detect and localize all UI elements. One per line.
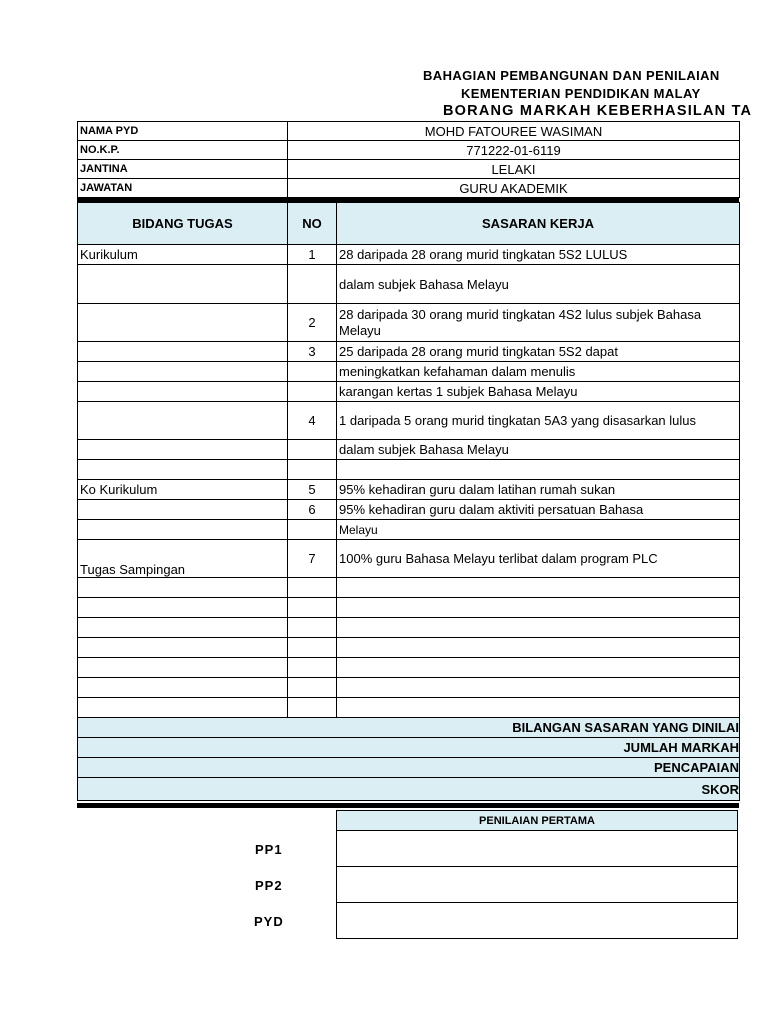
bidang-cell: Tugas Sampingan xyxy=(78,540,288,578)
table-row xyxy=(78,440,740,460)
no-cell xyxy=(288,440,337,460)
table-row xyxy=(78,520,740,540)
pp2-box-row xyxy=(337,867,738,903)
table-row xyxy=(78,304,740,342)
info-label: JAWATAN xyxy=(78,179,288,198)
sasaran-cell xyxy=(337,618,740,638)
header-line-2: KEMENTERIAN PENDIDIKAN MALAY xyxy=(461,86,701,101)
no-cell xyxy=(288,598,337,618)
info-value-nama: MOHD FATOUREE WASIMAN xyxy=(288,122,740,141)
sasaran-cell xyxy=(337,698,740,718)
pp1-box-row xyxy=(337,831,738,867)
table-row xyxy=(78,382,740,402)
pp1-input-box[interactable] xyxy=(337,831,738,867)
info-label: JANTINA xyxy=(78,160,288,179)
bidang-cell xyxy=(78,638,288,658)
no-cell: 7 xyxy=(288,540,337,578)
info-row-jawatan xyxy=(78,179,740,198)
no-cell xyxy=(288,460,337,480)
sasaran-cell: 100% guru Bahasa Melayu terlibat dalam program PLC xyxy=(337,540,740,578)
table-row xyxy=(78,698,740,718)
no-cell xyxy=(288,618,337,638)
pyd-input-box[interactable] xyxy=(337,903,738,939)
table-row xyxy=(78,342,740,362)
no-cell: 3 xyxy=(288,342,337,362)
sasaran-kerja-table xyxy=(77,202,740,801)
col-header-bidang: BIDANG TUGAS xyxy=(78,203,288,245)
signatory-pp2: PP2 xyxy=(255,878,283,893)
table-row xyxy=(78,598,740,618)
no-cell xyxy=(288,578,337,598)
pyd-info-table xyxy=(77,121,740,198)
bidang-cell xyxy=(78,440,288,460)
info-row-nama xyxy=(78,122,740,141)
info-label: NO.K.P. xyxy=(78,141,288,160)
penilaian-header-row xyxy=(337,811,738,831)
sasaran-cell xyxy=(337,598,740,618)
bidang-cell xyxy=(78,382,288,402)
bidang-cell xyxy=(78,658,288,678)
no-cell xyxy=(288,520,337,540)
table-row xyxy=(78,638,740,658)
table-row xyxy=(78,658,740,678)
sasaran-cell: 1 daripada 5 orang murid tingkatan 5A3 yang disasarkan lulus xyxy=(337,402,740,440)
table-row xyxy=(78,540,740,578)
no-cell: 6 xyxy=(288,500,337,520)
penilaian-table xyxy=(336,810,738,939)
info-row-jantina xyxy=(78,160,740,179)
bidang-cell xyxy=(78,402,288,440)
form-title: BORANG MARKAH KEBERHASILAN TA xyxy=(443,103,753,119)
table-row xyxy=(78,500,740,520)
table-row xyxy=(78,362,740,382)
bidang-cell xyxy=(78,304,288,342)
bidang-cell xyxy=(78,500,288,520)
info-value-nokp: 771222-01-6119 xyxy=(288,141,740,160)
table-row xyxy=(78,460,740,480)
bidang-cell xyxy=(78,678,288,698)
sasaran-cell: karangan kertas 1 subjek Bahasa Melayu xyxy=(337,382,740,402)
sasaran-cell: 28 daripada 30 orang murid tingkatan 4S2 lulus subjek Bahasa Melayu xyxy=(337,304,740,342)
info-value-jantina: LELAKI xyxy=(288,160,740,179)
no-cell xyxy=(288,678,337,698)
no-cell: 4 xyxy=(288,402,337,440)
summary-row-pencapaian xyxy=(78,758,740,778)
bidang-cell xyxy=(78,578,288,598)
col-header-no: NO xyxy=(288,203,337,245)
sasaran-cell: Melayu xyxy=(337,520,740,540)
section-divider xyxy=(77,803,739,808)
table-row xyxy=(78,402,740,440)
summary-row-jumlah xyxy=(78,738,740,758)
no-cell xyxy=(288,382,337,402)
sasaran-cell: meningkatkan kefahaman dalam menulis xyxy=(337,362,740,382)
sasaran-cell xyxy=(337,658,740,678)
bidang-cell xyxy=(78,618,288,638)
table-header-row xyxy=(78,203,740,245)
sasaran-cell: 95% kehadiran guru dalam aktiviti persatuan Bahasa xyxy=(337,500,740,520)
no-cell xyxy=(288,362,337,382)
no-cell: 1 xyxy=(288,245,337,265)
bidang-cell: Ko Kurikulum xyxy=(78,480,288,500)
bidang-cell: Kurikulum xyxy=(78,245,288,265)
sasaran-cell xyxy=(337,460,740,480)
no-cell xyxy=(288,698,337,718)
summary-label-pencapaian: PENCAPAIAN xyxy=(78,758,740,778)
bidang-cell xyxy=(78,520,288,540)
col-header-sasaran: SASARAN KERJA xyxy=(337,203,740,245)
penilaian-pertama-header: PENILAIAN PERTAMA xyxy=(337,811,738,831)
no-cell xyxy=(288,638,337,658)
sasaran-cell xyxy=(337,638,740,658)
table-row xyxy=(78,578,740,598)
sasaran-cell: 95% kehadiran guru dalam latihan rumah sukan xyxy=(337,480,740,500)
bidang-cell xyxy=(78,362,288,382)
signatory-pyd: PYD xyxy=(254,914,284,929)
info-value-jawatan: GURU AKADEMIK xyxy=(288,179,740,198)
summary-label-skor: SKOR xyxy=(78,778,740,801)
summary-row-skor xyxy=(78,778,740,801)
pp2-input-box[interactable] xyxy=(337,867,738,903)
bidang-cell xyxy=(78,342,288,362)
table-row xyxy=(78,245,740,265)
sasaran-cell: dalam subjek Bahasa Melayu xyxy=(337,440,740,460)
table-row xyxy=(78,618,740,638)
bidang-cell xyxy=(78,265,288,304)
summary-label-bilangan: BILANGAN SASARAN YANG DINILAI xyxy=(78,718,740,738)
bidang-cell xyxy=(78,698,288,718)
no-cell xyxy=(288,265,337,304)
sasaran-cell: dalam subjek Bahasa Melayu xyxy=(337,265,740,304)
bidang-cell xyxy=(78,598,288,618)
no-cell: 2 xyxy=(288,304,337,342)
sasaran-cell: 25 daripada 28 orang murid tingkatan 5S2 dapat xyxy=(337,342,740,362)
header-line-1: BAHAGIAN PEMBANGUNAN DAN PENILAIAN xyxy=(423,68,720,83)
no-cell xyxy=(288,658,337,678)
info-label: NAMA PYD xyxy=(78,122,288,141)
no-cell: 5 xyxy=(288,480,337,500)
sasaran-cell: 28 daripada 28 orang murid tingkatan 5S2 LULUS xyxy=(337,245,740,265)
sasaran-cell xyxy=(337,578,740,598)
pyd-box-row xyxy=(337,903,738,939)
bidang-cell xyxy=(78,460,288,480)
signatory-pp1: PP1 xyxy=(255,842,283,857)
info-row-nokp xyxy=(78,141,740,160)
table-row xyxy=(78,480,740,500)
summary-label-jumlah: JUMLAH MARKAH xyxy=(78,738,740,758)
table-row xyxy=(78,265,740,304)
table-row xyxy=(78,678,740,698)
summary-row-bilangan xyxy=(78,718,740,738)
sasaran-cell xyxy=(337,678,740,698)
